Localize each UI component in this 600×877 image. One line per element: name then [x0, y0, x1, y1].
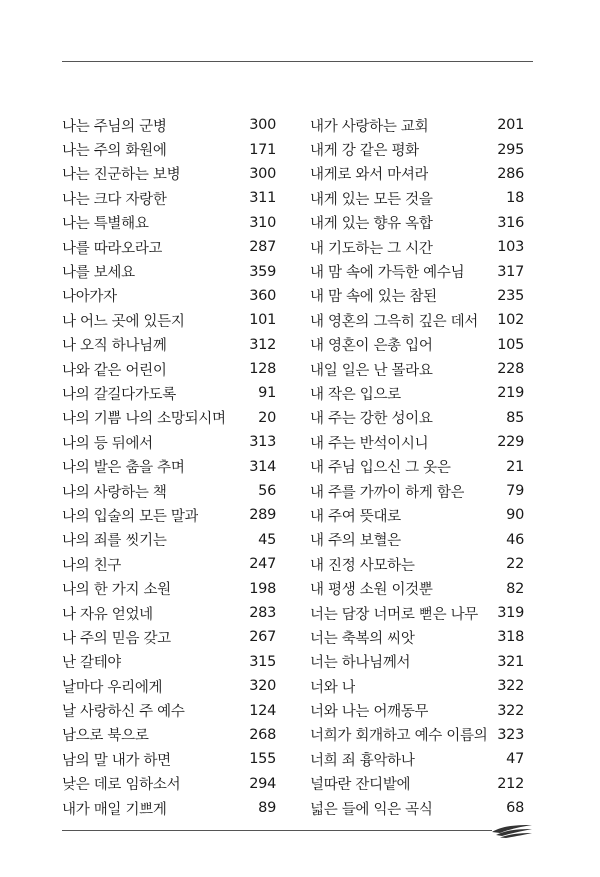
entry-page-number: 103 [497, 239, 524, 256]
entry-page-number: 315 [249, 653, 276, 670]
entry-page-number: 56 [258, 483, 276, 500]
entry-page-number: 228 [497, 361, 524, 378]
entry-page-number: 314 [249, 458, 276, 475]
entry-title: 내 주는 반석이시니 [310, 435, 429, 452]
index-entry [310, 381, 524, 405]
entry-page-number: 201 [497, 117, 524, 134]
index-entry [310, 772, 524, 796]
entry-page-number: 102 [497, 312, 524, 329]
index-entry [310, 137, 524, 161]
index-entry [62, 625, 276, 649]
entry-title: 내게 있는 향유 옥합 [310, 216, 433, 233]
entry-title: 나는 특별해요 [62, 216, 149, 233]
index-entry [310, 113, 524, 137]
entry-page-number: 268 [249, 726, 276, 743]
entry-title: 내 기도하는 그 시간 [310, 240, 433, 257]
entry-title: 나 자유 얻었네 [62, 606, 153, 623]
entry-page-number: 321 [497, 653, 524, 670]
entry-title: 나 주의 믿음 갖고 [62, 630, 171, 647]
index-entry [62, 284, 276, 308]
entry-title: 내 주님 입으신 그 옷은 [310, 460, 451, 477]
index-entry [62, 674, 276, 698]
index-entry [310, 308, 524, 332]
index-entry [62, 186, 276, 210]
entry-page-number: 295 [497, 141, 524, 158]
index-entry [310, 625, 524, 649]
entry-title: 남으로 북으로 [62, 728, 149, 745]
entry-page-number: 91 [258, 385, 276, 402]
entry-title: 너희가 회개하고 예수 이름의 [310, 728, 488, 745]
index-column-right [310, 113, 524, 820]
entry-page-number: 90 [506, 507, 524, 524]
entry-title: 내 주여 뜻대로 [310, 508, 401, 525]
entry-page-number: 128 [249, 361, 276, 378]
top-rule [62, 61, 533, 62]
entry-page-number: 322 [497, 702, 524, 719]
entry-page-number: 294 [249, 775, 276, 792]
entry-title: 나의 등 뒤에서 [62, 435, 153, 452]
entry-page-number: 198 [249, 580, 276, 597]
entry-page-number: 318 [497, 629, 524, 646]
index-entry [310, 698, 524, 722]
entry-title: 넓은 들에 익은 곡식 [310, 801, 433, 818]
entry-page-number: 155 [249, 751, 276, 768]
entry-title: 내 주를 가까이 하게 함은 [310, 484, 465, 501]
entry-title: 너는 하나님께서 [310, 655, 411, 672]
entry-page-number: 322 [497, 678, 524, 695]
entry-title: 나를 보세요 [62, 265, 135, 282]
entry-page-number: 171 [249, 141, 276, 158]
entry-title: 나를 따라오라고 [62, 240, 163, 257]
entry-title: 내 맘 속에 있는 참된 [310, 289, 437, 306]
index-entry [310, 552, 524, 576]
entry-title: 내 영혼의 그윽히 깊은 데서 [310, 313, 479, 330]
index-entry [62, 162, 276, 186]
entry-page-number: 316 [497, 214, 524, 231]
entry-page-number: 85 [506, 409, 524, 426]
entry-page-number: 287 [249, 239, 276, 256]
entry-title: 나는 진군하는 보병 [62, 167, 181, 184]
index-entry [62, 601, 276, 625]
entry-page-number: 323 [497, 726, 524, 743]
index-entry [310, 284, 524, 308]
entry-page-number: 311 [249, 190, 276, 207]
index-entry [62, 113, 276, 137]
entry-page-number: 317 [497, 263, 524, 280]
index-entry [310, 723, 524, 747]
entry-page-number: 313 [249, 434, 276, 451]
index-entry [62, 357, 276, 381]
entry-title: 나아가자 [62, 289, 117, 306]
entry-page-number: 18 [506, 190, 524, 207]
entry-title: 나의 갈길다가도록 [62, 386, 176, 403]
entry-page-number: 89 [258, 800, 276, 817]
entry-page-number: 267 [249, 629, 276, 646]
entry-page-number: 46 [506, 531, 524, 548]
entry-title: 내게로 와서 마셔라 [310, 167, 429, 184]
entry-page-number: 229 [497, 434, 524, 451]
entry-title: 너는 축복의 씨앗 [310, 630, 415, 647]
entry-title: 날마다 우리에게 [62, 679, 163, 696]
index-entry [62, 333, 276, 357]
index-entry [62, 503, 276, 527]
entry-page-number: 68 [506, 800, 524, 817]
entry-title: 나 어느 곳에 있든지 [62, 313, 185, 330]
entry-title: 너와 나 [310, 679, 356, 696]
entry-title: 나는 주님의 군병 [62, 118, 167, 135]
index-entry [62, 381, 276, 405]
entry-title: 난 갈테야 [62, 655, 122, 672]
entry-title: 나의 사랑하는 책 [62, 484, 167, 501]
index-entry [310, 454, 524, 478]
entry-title: 나와 같은 어린이 [62, 362, 167, 379]
index-entry [310, 601, 524, 625]
entry-title: 너는 담장 너머로 뻗은 나무 [310, 606, 479, 623]
entry-title: 남의 말 내가 하면 [62, 752, 171, 769]
entry-title: 널따란 잔디밭에 [310, 777, 411, 794]
index-entry [310, 674, 524, 698]
entry-title: 나의 죄를 씻기는 [62, 533, 167, 550]
entry-title: 나의 발은 춤을 추며 [62, 460, 185, 477]
entry-page-number: 320 [249, 678, 276, 695]
entry-title: 내일 일은 난 몰라요 [310, 362, 433, 379]
entry-page-number: 289 [249, 507, 276, 524]
entry-page-number: 283 [249, 605, 276, 621]
entry-title: 너희 죄 흉악하나 [310, 752, 415, 769]
entry-page-number: 312 [249, 336, 276, 353]
entry-title: 낮은 데로 임하소서 [62, 777, 181, 794]
entry-title: 날 사랑하신 주 예수 [62, 704, 185, 721]
entry-page-number: 300 [249, 117, 276, 134]
entry-title: 나는 주의 화원에 [62, 143, 167, 160]
index-entry [62, 528, 276, 552]
entry-title: 너와 나는 어깨동무 [310, 704, 429, 721]
entry-page-number: 286 [497, 165, 524, 182]
index-entry [310, 503, 524, 527]
entry-page-number: 101 [249, 312, 276, 329]
index-entry [310, 357, 524, 381]
entry-page-number: 359 [249, 263, 276, 280]
index-entry [62, 772, 276, 796]
entry-page-number: 310 [249, 214, 276, 231]
index-entry [310, 430, 524, 454]
entry-page-number: 212 [497, 775, 524, 792]
index-entry [62, 406, 276, 430]
entry-title: 나 오직 하나님께 [62, 338, 167, 355]
index-column-left [62, 113, 276, 820]
index-entry [62, 698, 276, 722]
index-entry [62, 747, 276, 771]
entry-page-number: 105 [497, 336, 524, 353]
entry-page-number: 82 [506, 580, 524, 597]
entry-title: 내 평생 소원 이것뿐 [310, 582, 433, 599]
entry-title: 내게 강 같은 평화 [310, 143, 419, 160]
index-entry [62, 454, 276, 478]
index-entry [62, 308, 276, 332]
index-entry [310, 406, 524, 430]
entry-title: 내가 매일 기쁘게 [62, 801, 167, 818]
entry-title: 나의 입술의 모든 말과 [62, 508, 199, 525]
index-entry [310, 186, 524, 210]
bottom-rule [62, 830, 492, 831]
index-entry [310, 333, 524, 357]
entry-page-number: 124 [249, 702, 276, 719]
index-entry [310, 211, 524, 235]
wing-ornament-icon [490, 822, 534, 838]
entry-page-number: 360 [249, 287, 276, 304]
entry-page-number: 300 [249, 165, 276, 182]
entry-title: 내가 사랑하는 교회 [310, 118, 429, 135]
entry-title: 내 진정 사모하는 [310, 557, 415, 574]
index-entry [310, 576, 524, 600]
index-entry [310, 528, 524, 552]
entry-page-number: 319 [497, 605, 524, 621]
entry-title: 내 맘 속에 가득한 예수님 [310, 265, 465, 282]
index-entry [310, 235, 524, 259]
index-entry [62, 211, 276, 235]
entry-page-number: 47 [506, 751, 524, 768]
entry-title: 나의 한 가지 소원 [62, 582, 171, 599]
index-entry [62, 650, 276, 674]
entry-title: 나는 크다 자랑한 [62, 191, 167, 208]
index-entry [62, 235, 276, 259]
index-entry [310, 747, 524, 771]
entry-page-number: 235 [497, 287, 524, 304]
entry-title: 내 주는 강한 성이요 [310, 411, 433, 428]
index-entry [62, 137, 276, 161]
entry-title: 내 주의 보혈은 [310, 533, 401, 550]
index-entry [310, 650, 524, 674]
index-entry [62, 259, 276, 283]
entry-page-number: 22 [506, 556, 524, 573]
index-entry [62, 796, 276, 820]
entry-page-number: 21 [506, 458, 524, 475]
index-entry [310, 796, 524, 820]
index-entry [310, 162, 524, 186]
index-entry [62, 479, 276, 503]
index-entry [62, 552, 276, 576]
entry-page-number: 219 [497, 385, 524, 402]
index-entry [62, 576, 276, 600]
entry-title: 나의 기쁨 나의 소망되시며 [62, 411, 226, 428]
index-entry [310, 259, 524, 283]
entry-title: 나의 친구 [62, 557, 122, 574]
entry-title: 내게 있는 모든 것을 [310, 191, 433, 208]
entry-page-number: 79 [506, 483, 524, 500]
index-entry [62, 430, 276, 454]
entry-page-number: 45 [258, 531, 276, 548]
index-entry [310, 479, 524, 503]
entry-title: 내 영혼이 은총 입어 [310, 338, 433, 355]
entry-page-number: 247 [249, 556, 276, 573]
entry-page-number: 20 [258, 409, 276, 426]
entry-title: 내 작은 입으로 [310, 386, 401, 403]
index-entry [62, 723, 276, 747]
